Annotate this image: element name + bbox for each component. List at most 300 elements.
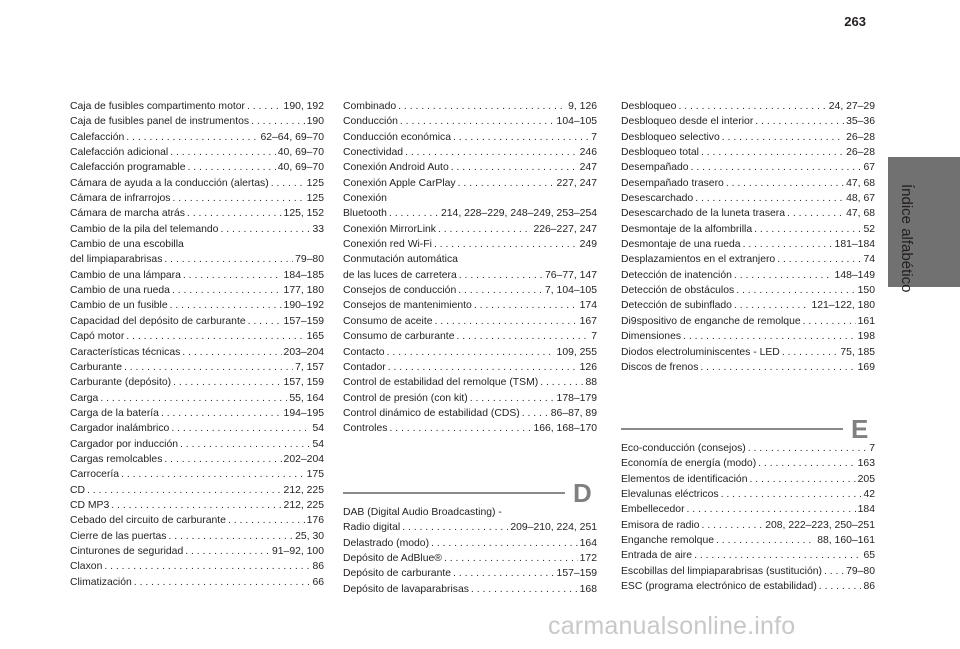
page-reference: 54 [312,423,324,435]
index-term: Consejos de mantenimiento [343,300,472,312]
index-term: Desbloqueo desde el interior [621,116,754,128]
dot-leader [388,360,578,375]
dot-leader [716,533,815,548]
dot-leader [104,559,310,574]
index-entry [621,237,875,252]
page-reference: 174 [579,300,597,312]
index-entry [70,160,324,175]
index-term: Elevalunas eléctricos [621,489,719,501]
dot-leader [389,421,531,436]
index-entry [621,314,875,329]
dot-leader [683,329,856,344]
index-term: Calefacción adicional [70,147,169,159]
index-entry [70,483,324,498]
index-entry [70,544,324,559]
index-term: Cámara de infrarrojos [70,193,171,205]
index-entry [70,345,324,360]
page-reference: 157–159 [556,568,597,580]
index-term: Detección de obstáculos [621,285,735,297]
page-reference: 212, 225 [283,499,324,511]
index-entry [343,505,597,520]
dot-leader [164,252,293,267]
index-entry [621,579,875,594]
index-entry [621,114,875,129]
page-reference: 198 [857,331,875,343]
index-term: Contador [343,361,386,373]
dot-leader [400,114,555,129]
page-reference: 190 [306,116,324,128]
index-entry [70,114,324,129]
dot-leader [182,345,281,360]
index-entry [343,298,597,313]
index-term: Cambio de un fusible [70,300,168,312]
dot-leader [695,191,844,206]
page-reference: 226–227, 247 [533,223,597,235]
index-entry [621,222,875,237]
index-term: Cambio de una rueda [70,285,170,297]
dot-leader [702,518,764,533]
page-reference: 26–28 [846,131,875,143]
page-reference: 7, 104–105 [544,285,597,297]
index-term: Conectividad [343,147,404,159]
dot-leader [691,160,862,175]
page-reference: 54 [312,438,324,450]
dot-leader [782,345,839,360]
index-term: Capacidad del depósito de carburante [70,315,246,327]
page-reference: 203–204 [283,346,324,358]
page-reference: 177, 180 [283,285,324,297]
page-reference: 74 [863,254,875,266]
index-entry [621,176,875,191]
page-reference: 86–87, 89 [550,407,597,419]
page-reference: 178–179 [556,392,597,404]
index-term: Caja de fusibles compartimento motor [70,101,245,112]
dot-leader [451,160,578,175]
page-reference: 48, 67 [846,193,875,205]
page-reference: 150 [857,285,875,297]
dot-leader [248,314,282,329]
page-reference: 40, 69–70 [277,147,324,159]
index-term: Características técnicas [70,346,181,358]
dot-leader [172,191,304,206]
dot-leader [687,502,856,517]
index-term: Delastrado (modo) [343,537,430,549]
index-entry [621,502,875,517]
index-entry [343,391,597,406]
index-entry [70,575,324,590]
dot-leader [124,360,293,375]
dot-leader [470,391,555,406]
index-entry [70,99,324,114]
dot-leader [458,176,555,191]
index-term: Caja de fusibles panel de instrumentos [70,116,250,128]
index-entry [621,533,875,548]
index-column-3 [621,99,875,375]
index-term: Claxon [70,561,103,573]
dot-leader [678,99,826,114]
index-term: Capó motor [70,331,125,343]
dot-leader [134,575,311,590]
index-entry [70,176,324,191]
dot-leader [185,544,270,559]
index-term: Diodos electroluminiscentes - LED [621,346,780,358]
index-term: Conmutación automática [343,254,458,266]
index-term: Cebado del circuito de carburante [70,515,226,527]
index-entry [621,329,875,344]
index-term: Depósito de AdBlue® [343,553,442,565]
index-entry [343,176,597,191]
dot-leader [750,472,856,487]
index-entry [343,114,597,129]
page-reference: 247 [579,162,597,174]
index-entry [621,518,875,533]
index-term: Discos de frenos [621,361,699,373]
page-reference: 148–149 [834,269,875,281]
index-term: Detección de subinflado [621,300,732,312]
index-term: Cámara de marcha atrás [70,208,185,220]
dot-leader [247,99,282,114]
index-term: Cambio de la pila del telemando [70,223,219,235]
index-term: Consumo de carburante [343,331,455,343]
index-entry [70,391,324,406]
dot-leader [251,114,305,129]
page-reference: 55, 164 [289,392,324,404]
dot-leader [458,283,543,298]
page-reference: 79–80 [295,254,324,266]
page-reference: 205 [857,473,875,485]
index-term: Conexión [343,193,387,205]
index-entry [70,421,324,436]
page-reference: 208, 222–223, 250–251 [765,519,875,531]
index-entry [621,441,875,456]
dot-leader [228,513,305,528]
index-term: Desescarchado [621,193,694,205]
index-term: del limpiaparabrisas [70,254,163,266]
page-reference: 35–36 [846,116,875,128]
index-entry [343,145,597,160]
dot-leader [398,99,566,114]
side-label: Índice alfabético [898,184,915,293]
dot-leader [787,206,844,221]
index-entry [621,472,875,487]
page-reference: 65 [863,550,875,562]
index-term: Desempañado [621,162,689,174]
dot-leader [748,441,867,456]
dot-leader [180,437,310,452]
index-term: Consumo de aceite [343,315,433,327]
dot-leader [402,520,508,535]
index-term: Conducción [343,116,398,128]
dot-leader [701,145,844,160]
index-term: Di9spositivo de enganche de remolque [621,315,801,327]
section-d-header [343,480,597,506]
dot-leader [387,345,555,360]
index-entry [70,513,324,528]
index-entry [621,130,875,145]
index-term: CD MP3 [70,499,110,511]
section-divider [343,492,565,495]
index-term: Cámara de ayuda a la conducción (alertas) [70,177,269,189]
index-entry [343,99,597,114]
dot-leader [540,375,583,390]
dot-leader [522,406,549,421]
index-term: Combinado [343,101,397,112]
page-reference: 176 [306,515,324,527]
index-entry [70,222,324,237]
index-entry [343,283,597,298]
index-entry [343,536,597,551]
dot-leader [726,176,844,191]
page-reference: 166, 168–170 [533,423,597,435]
page-reference: 109, 255 [556,346,597,358]
index-term: Climatización [70,576,132,588]
index-entry [70,498,324,513]
index-term: Calefacción [70,131,125,143]
index-entry [343,375,597,390]
index-entry [343,360,597,375]
page-reference: 175 [306,469,324,481]
index-entry [621,206,875,221]
dot-leader [777,252,861,267]
section-d-list [343,505,597,597]
index-term: Carga [70,392,99,404]
page-reference: 209–210, 224, 251 [510,522,597,534]
page-reference: 7, 157 [295,361,324,373]
index-entry [343,421,597,436]
page-reference: 190–192 [283,300,324,312]
page-reference: 184 [857,504,875,516]
index-term: Desbloqueo selectivo [621,131,720,143]
index-entry [621,191,875,206]
page-reference: 125, 152 [283,208,324,220]
watermark: carmanualsonline.info [548,612,796,640]
dot-leader [161,406,282,421]
index-column-2 [343,99,597,437]
page-reference: 33 [312,223,324,235]
index-entry [70,130,324,145]
dot-leader [389,206,439,221]
page-reference: 67 [863,162,875,174]
index-term: Entrada de aire [621,550,693,562]
index-entry [621,268,875,283]
dot-leader [171,421,310,436]
index-entry [343,520,597,535]
section-divider [621,428,843,431]
index-entry [70,452,324,467]
index-term: Conexión red Wi-Fi [343,239,432,251]
page-reference: 157, 159 [283,377,324,389]
index-term: Carburante [70,361,122,373]
page-reference: 214, 228–229, 248–249, 253–254 [440,208,597,220]
page-reference: 62–64, 69–70 [260,131,324,143]
index-entry [70,314,324,329]
dot-leader [164,452,281,467]
section-letter: E [851,414,869,444]
page-reference: 42 [863,489,875,501]
index-term: Conexión Android Auto [343,162,449,174]
page-reference: 7 [869,443,875,454]
index-entry [621,252,875,267]
page-reference: 7 [591,331,597,343]
dot-leader [734,298,810,313]
dot-leader [736,283,855,298]
index-term: DAB (Digital Audio Broadcasting) - [343,507,502,518]
index-term: Economía de energía (modo) [621,458,757,470]
dot-leader [431,536,578,551]
dot-leader [754,222,861,237]
index-entry [343,566,597,581]
dot-leader [100,391,287,406]
dot-leader [700,360,855,375]
page-reference: 104–105 [556,116,597,128]
index-term: Contacto [343,346,385,358]
dot-leader [758,456,856,471]
index-term: de las luces de carretera [343,269,457,281]
index-entry [70,529,324,544]
index-entry [621,145,875,160]
dot-leader [743,237,833,252]
dot-leader [722,130,844,145]
index-term: Carrocería [70,469,120,481]
index-entry [343,551,597,566]
index-term: Desmontaje de la alfombrilla [621,223,753,235]
index-entry [70,360,324,375]
dot-leader [819,579,862,594]
index-column-1 [70,99,324,590]
index-entry [70,237,324,252]
dot-leader [220,222,310,237]
dot-leader [111,498,281,513]
dot-leader [168,529,293,544]
dot-leader [183,268,282,283]
page-reference: 161 [857,315,875,327]
index-entry [70,467,324,482]
page-reference: 165 [306,331,324,343]
dot-leader [459,268,543,283]
index-term: Desbloqueo [621,101,677,112]
index-term: Cargas remolcables [70,453,163,465]
page-reference: 66 [312,576,324,588]
page-reference: 184–185 [283,269,324,281]
index-term: Control de presión (con kit) [343,392,468,404]
index-term: Consejos de conducción [343,285,457,297]
dot-leader [435,314,578,329]
page-reference: 190, 192 [283,101,324,112]
page-reference: 194–195 [283,407,324,419]
index-term: Escobillas del limpiaparabrisas (sustitución) [621,565,822,577]
dot-leader [453,130,589,145]
index-entry [70,559,324,574]
dot-leader [444,551,578,566]
page-reference: 168 [579,583,597,595]
index-entry [343,252,597,267]
index-entry [621,548,875,563]
index-term: ESC (programa electrónico de estabilidad) [621,581,817,593]
page-reference: 202–204 [283,453,324,465]
dot-leader [188,160,276,175]
page-reference: 126 [579,361,597,373]
index-entry [70,252,324,267]
page-reference: 7 [591,131,597,143]
dot-leader [405,145,578,160]
index-entry [621,298,875,313]
dot-leader [453,566,555,581]
index-entry [621,360,875,375]
page-reference: 86 [312,561,324,573]
index-entry [621,345,875,360]
page-number: 263 [844,14,866,29]
index-entry [621,564,875,579]
index-term: Bluetooth [343,208,387,220]
index-term: CD [70,484,86,496]
index-term: Cambio de una escobilla [70,239,184,251]
index-term: Radio digital [343,522,401,534]
dot-leader [170,145,276,160]
index-term: Cinturones de seguridad [70,545,184,557]
index-term: Desplazamientos en el extranjero [621,254,776,266]
page-reference: 125 [306,193,324,205]
index-entry [343,329,597,344]
index-entry [343,237,597,252]
page-reference: 91–92, 100 [271,545,324,557]
page-reference: 249 [579,239,597,251]
index-term: Desempañado trasero [621,177,724,189]
index-term: Conducción económica [343,131,452,143]
index-term: Carburante (depósito) [70,377,172,389]
index-term: Control de estabilidad del remolque (TSM) [343,377,539,389]
index-entry [621,456,875,471]
page-reference: 169 [857,361,875,373]
index-term: Conexión Apple CarPlay [343,177,456,189]
dot-leader [721,487,862,502]
dot-leader [172,283,282,298]
index-term: Controles [343,423,388,435]
page-reference: 121–122, 180 [811,300,875,312]
dot-leader [87,483,282,498]
index-entry [621,99,875,114]
page-reference: 125 [306,177,324,189]
dot-leader [803,314,856,329]
index-entry [343,268,597,283]
index-entry [343,582,597,597]
index-term: Cierre de las puertas [70,530,167,542]
index-term: Enganche remolque [621,535,715,547]
page-reference: 47, 68 [846,177,875,189]
index-term: Elementos de identificación [621,473,748,485]
index-entry [343,222,597,237]
index-term: Depósito de lavaparabrisas [343,583,469,595]
dot-leader [170,298,282,313]
dot-leader [471,582,578,597]
page-reference: 212, 225 [283,484,324,496]
section-letter: D [573,478,592,508]
dot-leader [434,237,578,252]
page-reference: 47, 68 [846,208,875,220]
page-reference: 75, 185 [840,346,875,358]
page-reference: 76–77, 147 [544,269,597,281]
page-reference: 181–184 [834,239,875,251]
index-term: Cambio de una lámpara [70,269,181,281]
dot-leader [456,329,589,344]
page-reference: 88, 160–161 [817,535,875,547]
index-entry [70,406,324,421]
index-term: Carga de la batería [70,407,159,419]
index-entry [70,268,324,283]
index-entry [621,487,875,502]
index-term: Emisora de radio [621,519,700,531]
index-entry [70,329,324,344]
index-term: Desescarchado de la luneta trasera [621,208,786,220]
